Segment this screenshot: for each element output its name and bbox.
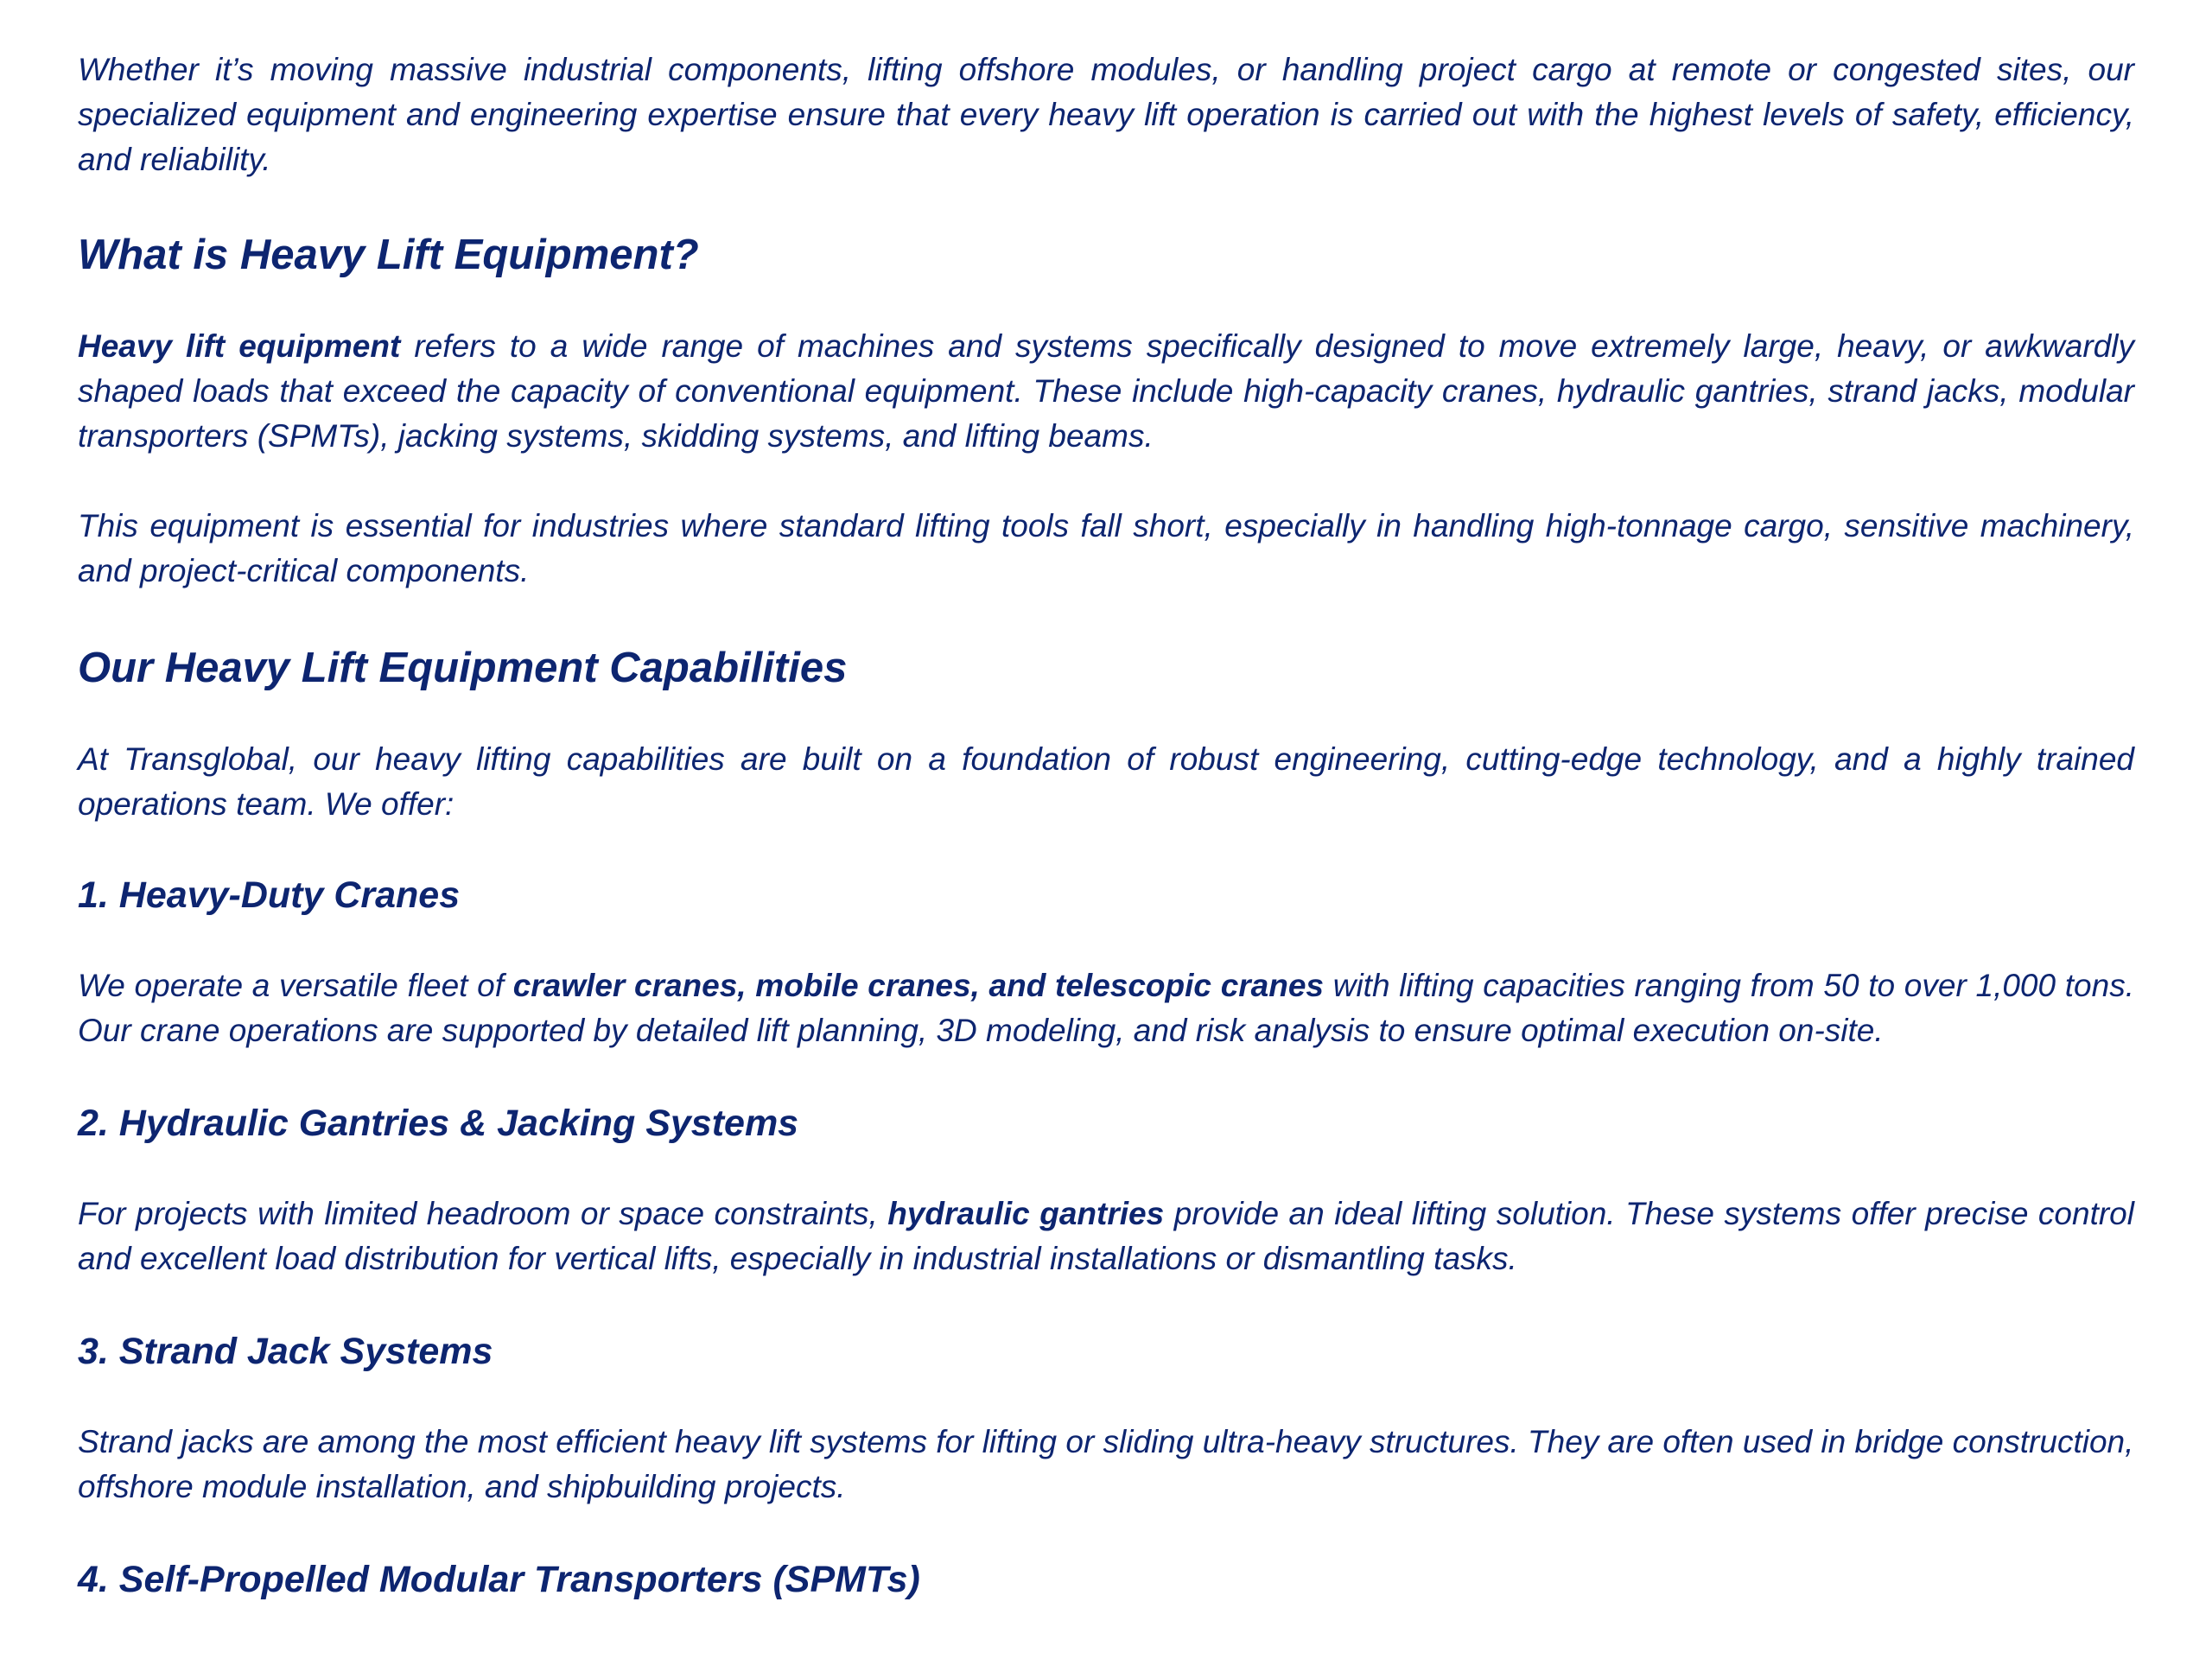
spmt-subheading: 4. Self-Propelled Modular Transporters (SPMTs)	[78, 1559, 920, 1600]
definition-term: Heavy lift equipment	[78, 328, 401, 364]
gantries-subheading: 2. Hydraulic Gantries & Jacking Systems	[78, 1103, 799, 1144]
capabilities-intro-paragraph: At Transglobal, our heavy lifting capabilities are built on a foundation of robust engineering, cutting-edge technology, and a highly trained operations team. We offer:	[78, 741, 2134, 822]
definition-paragraph	[78, 324, 2134, 459]
cranes-text-after: with lifting capacities ranging from 50 to over 1,000 tons. Our crane operations are supported by detailed lift planning, 3D modeling, and risk analysis to ensure optimal execution on-site.	[78, 968, 2134, 1048]
hydraulic-gantries-bold: hydraulic gantries	[887, 1196, 1165, 1231]
gantries-text-before: For projects with limited headroom or space constraints,	[78, 1196, 888, 1231]
strand-jack-paragraph: Strand jacks are among the most efficient heavy lift systems for lifting or sliding ultra-heavy structures. They are often used in bridge construction, offshore module installation, and shipbuilding projects.	[78, 1424, 2134, 1504]
cranes-subheading: 1. Heavy-Duty Cranes	[78, 874, 461, 916]
crane-types-bold: crawler cranes, mobile cranes, and telescopic cranes	[512, 968, 1325, 1003]
capabilities-heading: Our Heavy Lift Equipment Capabilities	[78, 645, 848, 691]
definition-text: refers to a wide range of machines and systems specifically designed to move extremely large, heavy, or awkwardly shaped loads that exceed the capacity of conventional equipment. These include high-capacity cranes, hydraulic gantries, strand jacks, modular transporters (SPMTs), jacking systems, skidding systems, and lifting beams.	[78, 328, 2134, 454]
essential-paragraph: This equipment is essential for industries where standard lifting tools fall short, especially in handling high-tonnage cargo, sensitive machinery, and project-critical components.	[78, 508, 2134, 588]
cranes-text-before: We operate a versatile fleet of	[78, 968, 513, 1003]
cranes-paragraph	[78, 963, 2134, 1053]
intro-paragraph: Whether it’s moving massive industrial components, lifting offshore modules, or handling project cargo at remote or congested sites, our specialized equipment and engineering expertise ensure that every heavy lift operation is carried out with the highest levels of safety, efficiency, and reliability.	[78, 52, 2134, 177]
what-is-heavy-lift-heading: What is Heavy Lift Equipment?	[78, 232, 699, 278]
gantries-paragraph	[78, 1192, 2134, 1281]
gantries-text-after: provide an ideal lifting solution. These systems offer precise control and excellent load distribution for vertical lifts, especially in industrial installations or dismantling tasks.	[78, 1196, 2134, 1276]
strand-jack-subheading: 3. Strand Jack Systems	[78, 1331, 493, 1372]
